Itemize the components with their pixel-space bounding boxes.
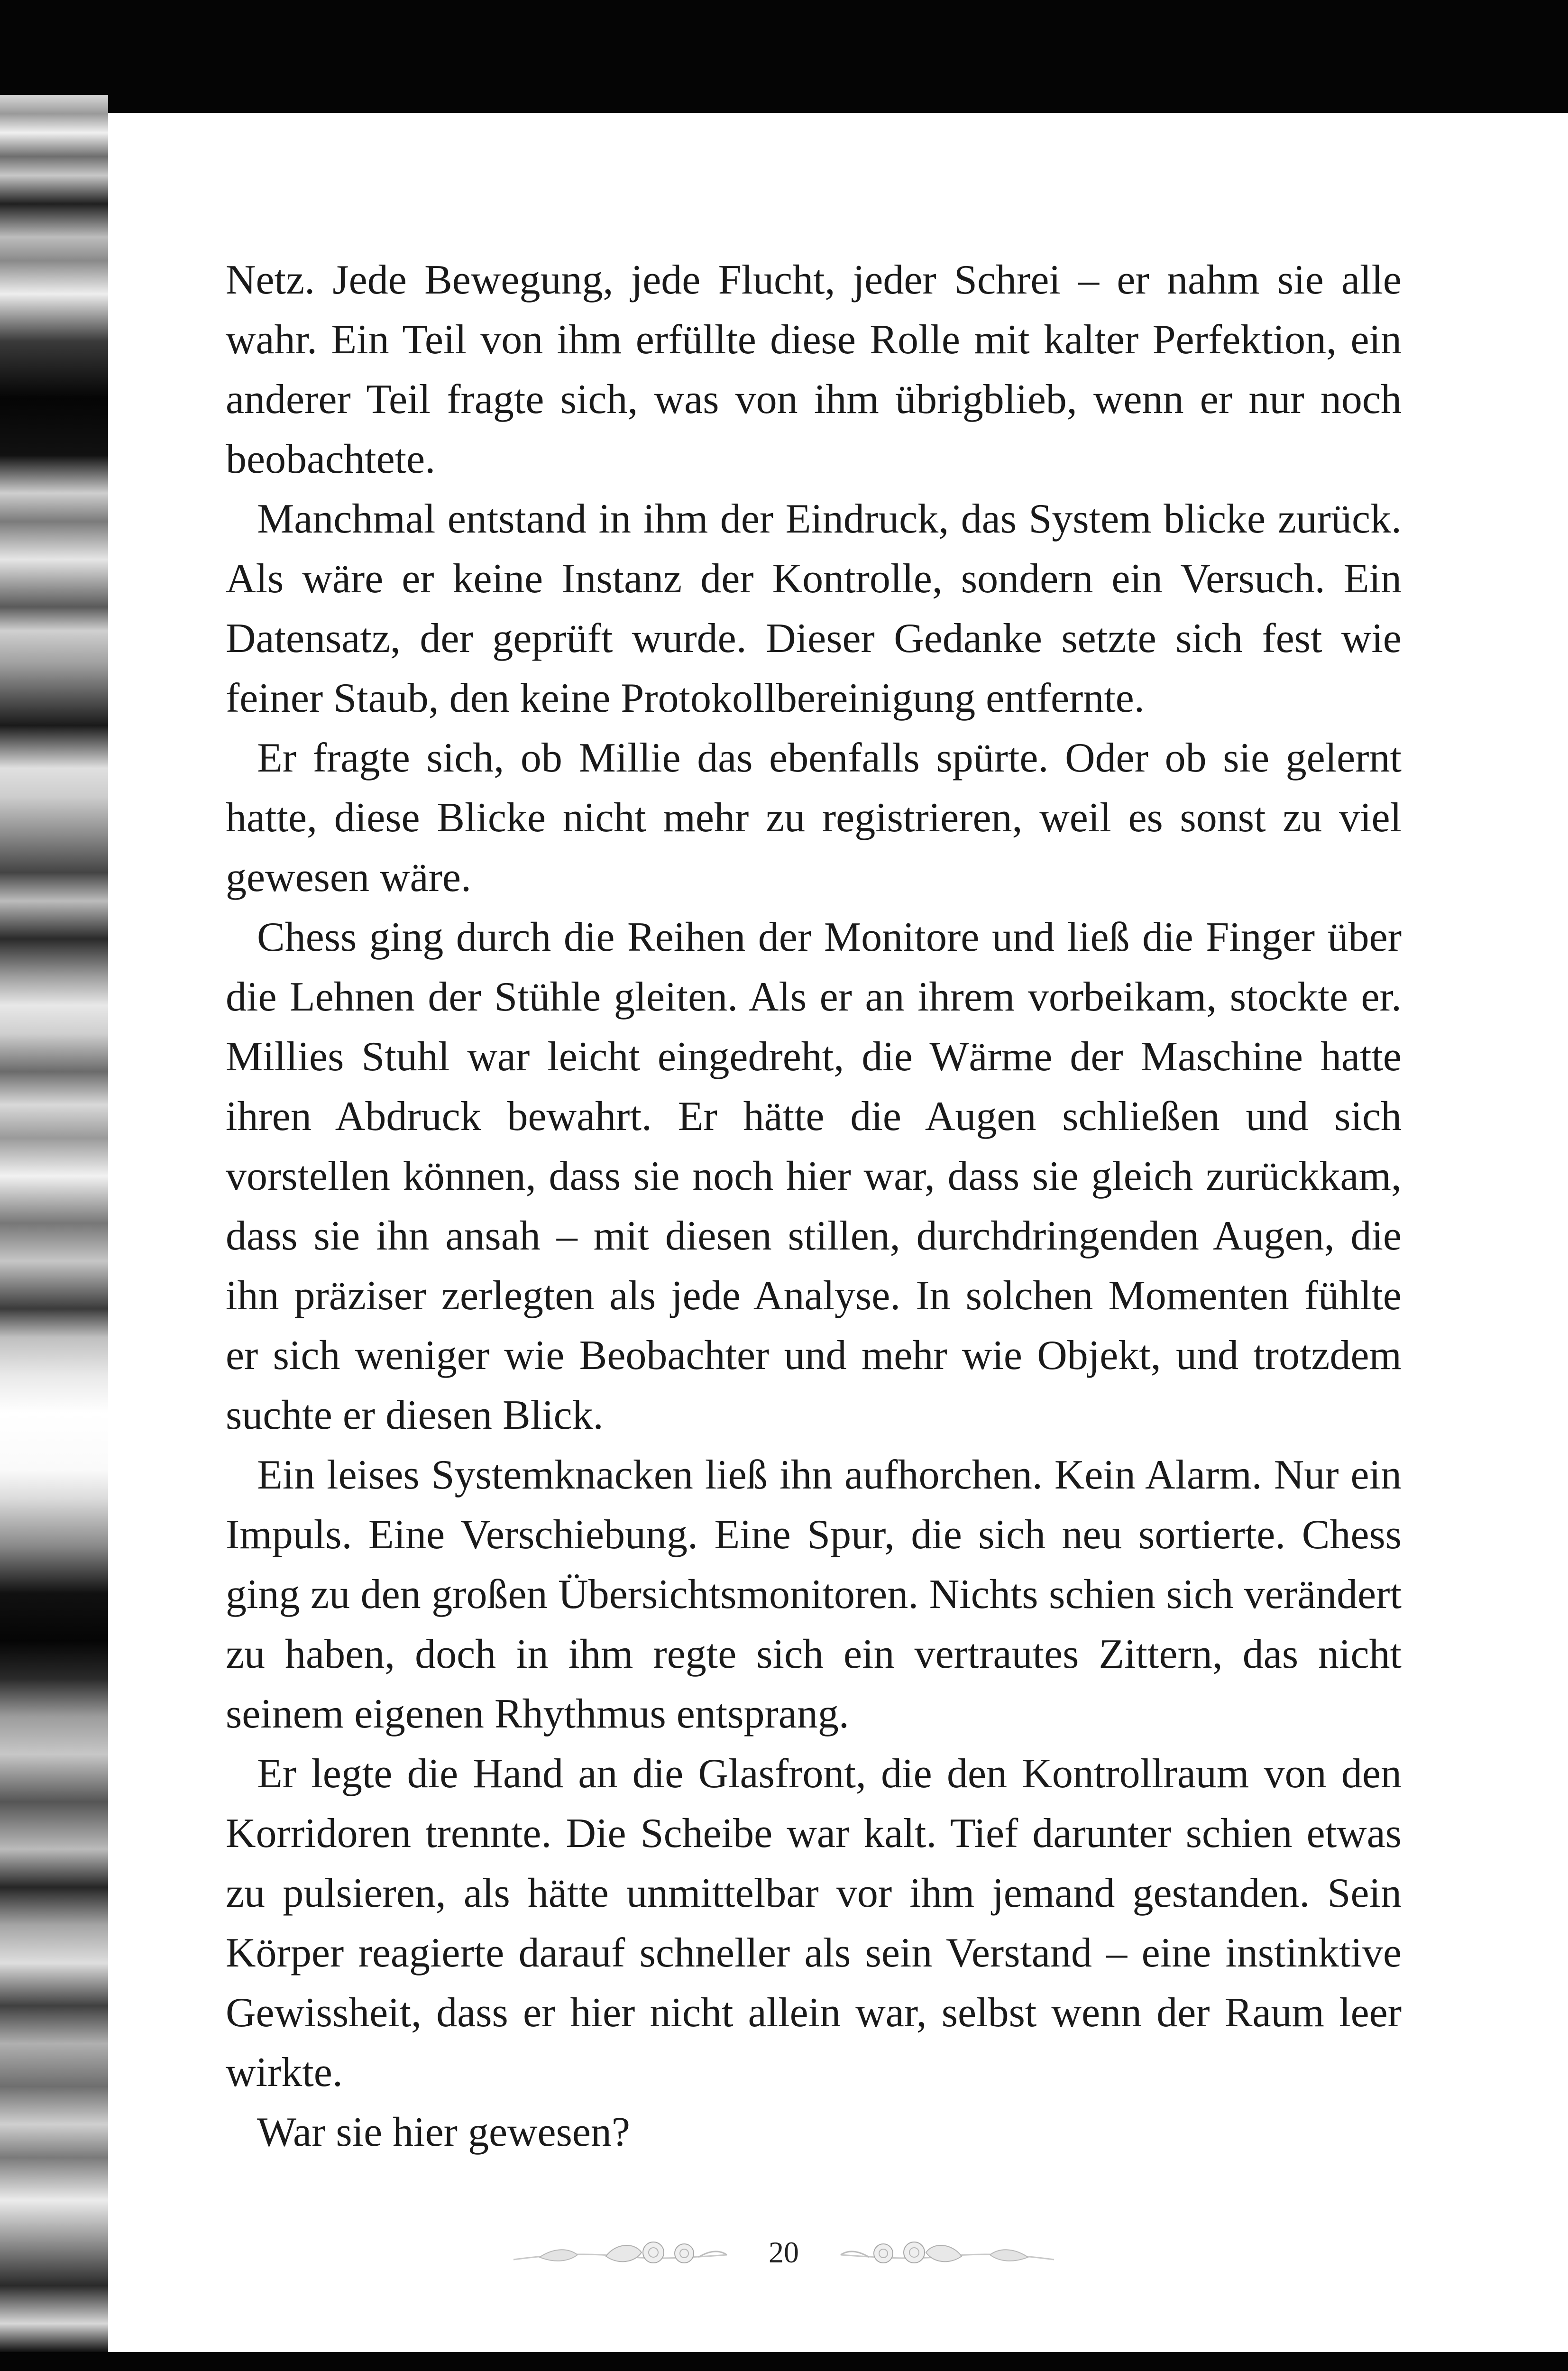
body-text <box>226 250 1402 2162</box>
left-decorative-strip <box>0 95 108 2352</box>
page-number: 20 <box>769 2235 799 2269</box>
floral-ornament-icon <box>511 2233 729 2276</box>
bottom-frame-band <box>0 2352 1568 2371</box>
paragraph-2: Manchmal entstand in ihm der Eindruck, das System blicke zurück. Als wäre er keine Instanz der Kontrolle, sondern ein Versuch. Ein Datensatz, der geprüft wurde. Dieser Gedanke setzte sich fest wie feiner Staub, den keine Protokollbereinigung entfernte. <box>226 496 1402 721</box>
top-frame-band <box>0 0 1568 113</box>
paragraph-7: War sie hier gewesen? <box>257 2109 630 2155</box>
paragraph-5: Ein leises Systemknacken ließ ihn aufhorchen. Kein Alarm. Nur ein Impuls. Eine Verschiebung. Eine Spur, die sich neu sortierte. Chess ging zu den großen Übersichtsmonitoren. Nichts schien sich verändert zu haben, doch in ihm regte sich ein vertrautes Zittern, das nicht seinem eigenen Rhythmus entsprang. <box>226 1452 1402 1737</box>
paragraph-3: Er fragte sich, ob Millie das ebenfalls spürte. Oder ob sie gelernt hatte, diese Blicke nicht mehr zu registrieren, weil es sonst zu viel gewesen wäre. <box>226 735 1402 901</box>
paragraph-4: Chess ging durch die Reihen der Monitore und ließ die Finger über die Lehnen der Stühle gleiten. Als er an ihrem vorbeikam, stockte er. Millies Stuhl war leicht eingedreht, die Wärme der Maschine hatte ihren Abdruck bewahrt. Er hätte die Augen schließen und sich vorstellen können, dass sie noch hier war, dass sie gleich zurückkam, dass sie ihn ansah – mit diesen stillen, durchdringenden Augen, die ihn präziser zerlegten als jede Analyse. In solchen Momenten fühlte er sich weniger wie Beobachter und mehr wie Objekt, und trotzdem suchte er diesen Blick. <box>226 914 1402 1438</box>
paragraph-6: Er legte die Hand an die Glasfront, die den Kontrollraum von den Korridoren trennte. Die Scheibe war kalt. Tief darunter schien etwas zu pulsieren, als hätte unmittelbar vor ihm jemand gestanden. Sein Körper reagierte darauf schneller als sein Verstand – eine instinktive Gewissheit, dass er hier nicht allein war, selbst wenn der Raum leer wirkte. <box>226 1751 1402 2095</box>
floral-ornament-icon <box>838 2233 1056 2276</box>
book-page <box>108 113 1568 2352</box>
paragraph-1: Netz. Jede Bewegung, jede Flucht, jeder Schrei – er nahm sie alle wahr. Ein Teil von ihm erfüllte diese Rolle mit kalter Perfektion, ein anderer Teil fragte sich, was von ihm übrigblieb, wenn er nur noch beobachtete. <box>226 257 1402 482</box>
page-footer <box>511 2229 1080 2286</box>
